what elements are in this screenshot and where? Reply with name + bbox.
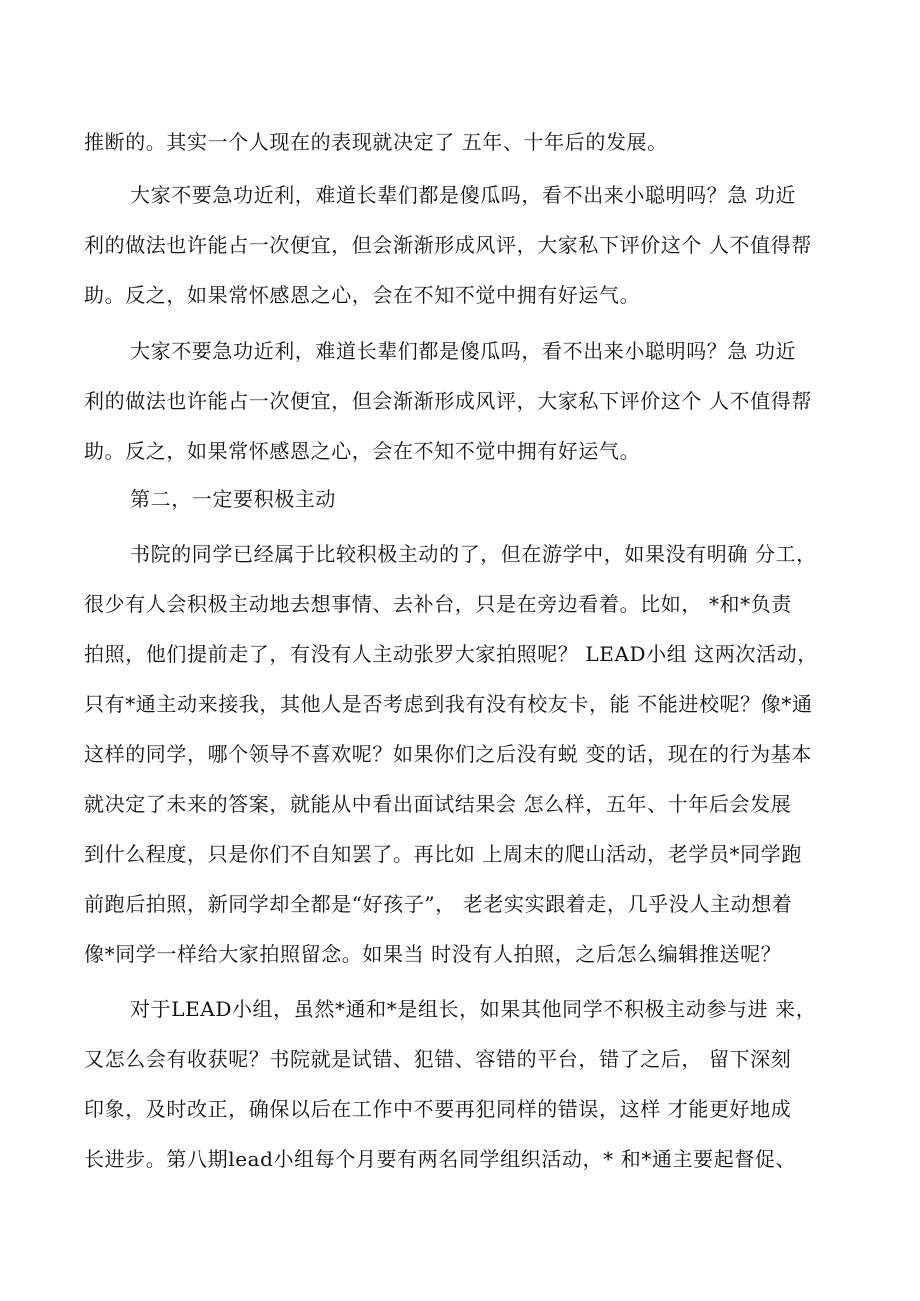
paragraph-6-line-4: 长进步。第八期lead小组每个月要有两名同学组织活动，* 和*通主要起督促、 xyxy=(84,1147,797,1171)
paragraph-2-line-1: 大家不要急功近利，难道长辈们都是傻瓜吗，看不出来小聪明吗？急 功近 xyxy=(130,183,797,207)
paragraph-2-line-3: 助。反之，如果常怀感恩之心，会在不知不觉中拥有好运气。 xyxy=(84,283,641,307)
paragraph-3-line-2: 利的做法也许能占一次便宜，但会渐渐形成风评，大家私下评价这个 人不值得帮 xyxy=(84,389,812,413)
paragraph-5-line-9: 像*同学一样给大家拍照留念。如果当 时没有人拍照，之后怎么编辑推送呢？ xyxy=(84,942,782,966)
paragraph-6-line-1: 对于LEAD小组，虽然*通和*是组长，如果其他同学不积极主动参与进 来， xyxy=(130,997,817,1021)
paragraph-5-line-1: 书院的同学已经属于比较积极主动的了，但在游学中，如果没有明确 分工， xyxy=(130,542,817,566)
paragraph-3-line-1: 大家不要急功近利，难道长辈们都是傻瓜吗，看不出来小聪明吗？急 功近 xyxy=(130,339,797,363)
paragraph-2-line-2: 利的做法也许能占一次便宜，但会渐渐形成风评，大家私下评价这个 人不值得帮 xyxy=(84,233,812,257)
paragraph-5-line-3: 拍照，他们提前走了，有没有人主动张罗大家拍照呢？ LEAD小组 这两次活动， xyxy=(84,642,818,666)
paragraph-5-line-2: 很少有人会积极主动地去想事情、去补台，只是在旁边看着。比如， *和*负责 xyxy=(84,592,792,616)
paragraph-1-line-1: 推断的。其实一个人现在的表现就决定了 五年、十年后的发展。 xyxy=(84,130,668,154)
section-heading: 第二，一定要积极主动 xyxy=(130,487,336,511)
paragraph-5-line-8: 前跑后拍照，新同学却全都是“好孩子”， 老老实实跟着走，几乎没人主动想着 xyxy=(84,892,793,916)
paragraph-6-line-2: 又怎么会有收获呢？书院就是试错、犯错、容错的平台，错了之后， 留下深刻 xyxy=(84,1047,792,1071)
paragraph-6-line-3: 印象，及时改正，确保以后在工作中不要再犯同样的错误，这样 才能更好地成 xyxy=(84,1097,792,1121)
paragraph-5-line-4: 只有*通主动来接我，其他人是否考虑到我有没有校友卡，能 不能进校呢？像*通 xyxy=(84,692,813,716)
paragraph-5-line-5: 这样的同学，哪个领导不喜欢呢？如果你们之后没有蜕 变的话，现在的行为基本 xyxy=(84,742,812,766)
paragraph-5-line-6: 就决定了未来的答案，就能从中看出面试结果会 怎么样，五年、十年后会发展 xyxy=(84,792,792,816)
paragraph-3-line-3: 助。反之，如果常怀感恩之心，会在不知不觉中拥有好运气。 xyxy=(84,439,641,463)
paragraph-5-line-7: 到什么程度，只是你们不自知罢了。再比如 上周末的爬山活动，老学员*同学跑 xyxy=(84,842,802,866)
